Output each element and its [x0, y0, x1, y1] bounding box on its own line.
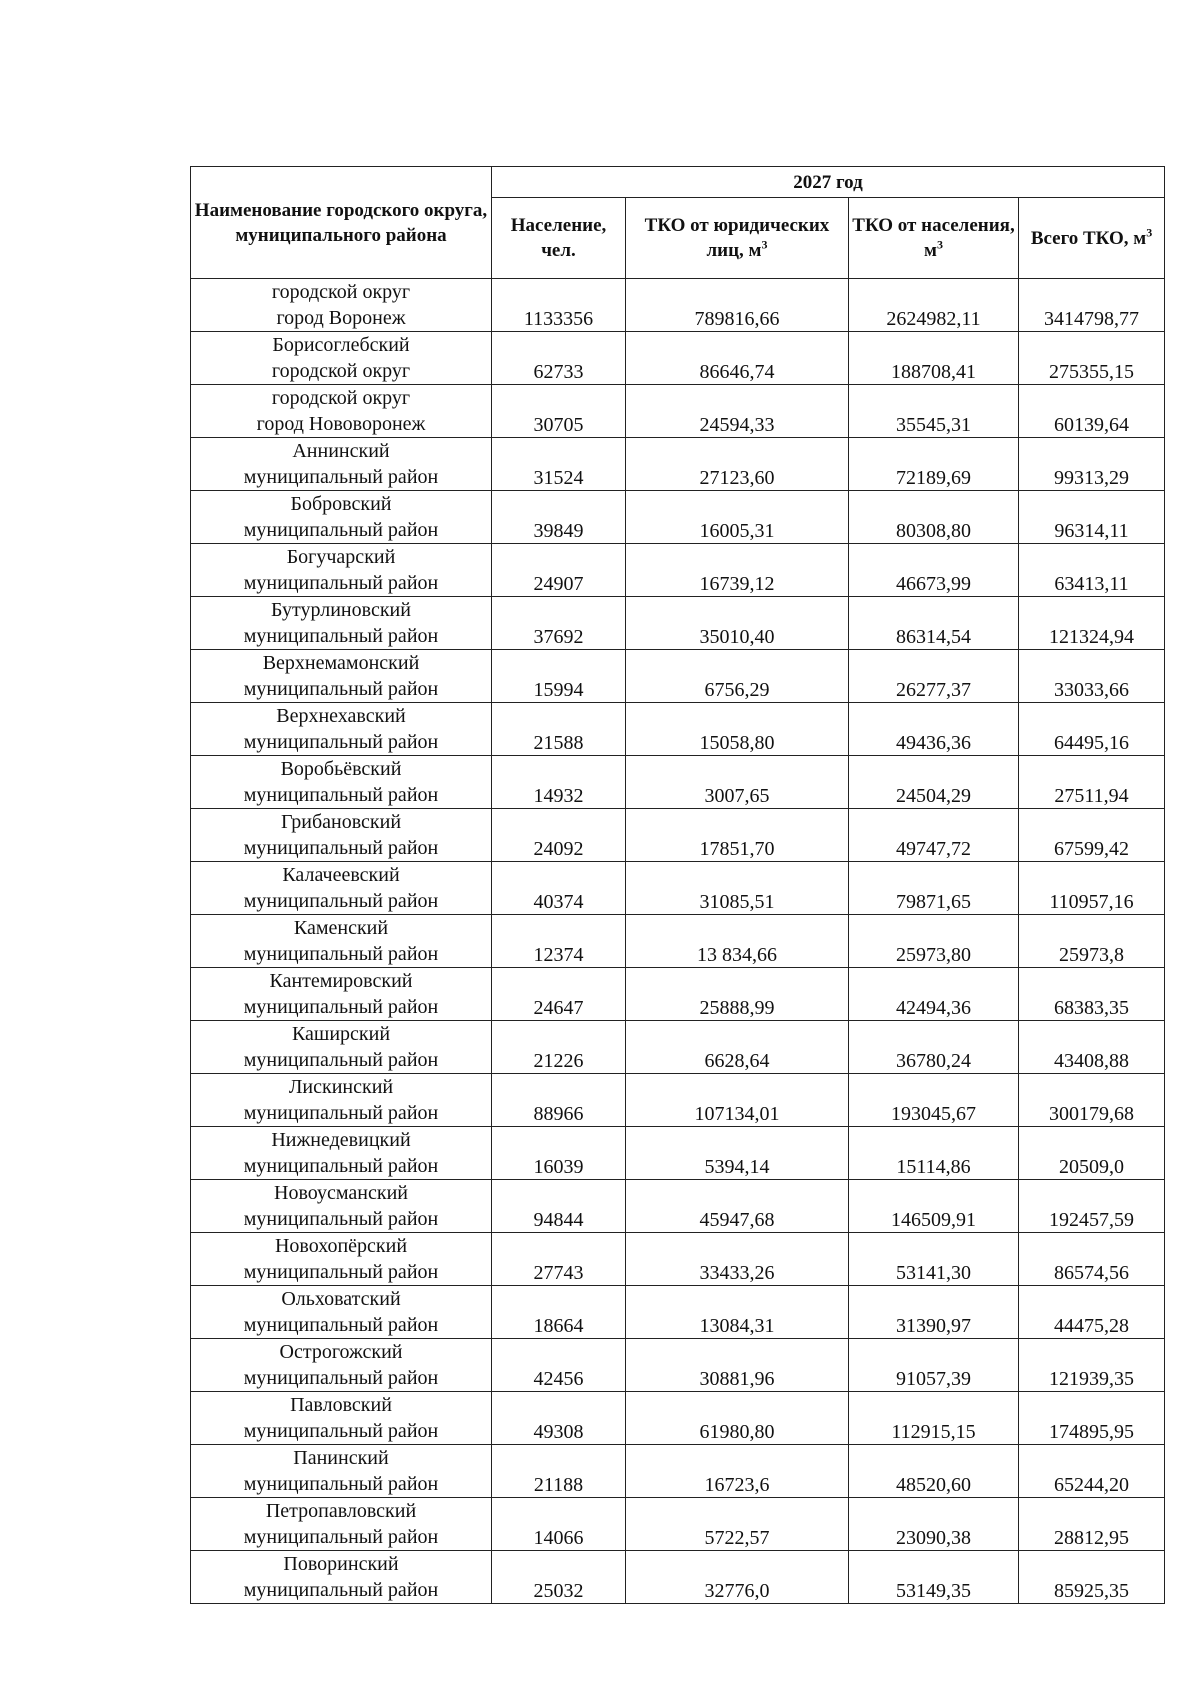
table-row: [191, 597, 1165, 650]
table-row: [191, 1392, 1165, 1445]
district-name-cell: [191, 279, 492, 332]
legal-waste-cell: 24594,33: [626, 385, 849, 438]
population-cell: 39849: [492, 491, 626, 544]
resident-waste-cell: 23090,38: [849, 1498, 1019, 1551]
district-name-line-1: Грибановский: [280, 811, 402, 833]
resident-waste-cell: 24504,29: [849, 756, 1019, 809]
district-name-cell: [191, 1498, 492, 1551]
table-row: [191, 650, 1165, 703]
resident-waste-cell: 46673,99: [849, 544, 1019, 597]
population-cell: 18664: [492, 1286, 626, 1339]
total-waste-cell: 275355,15: [1019, 332, 1165, 385]
total-waste-cell: 99313,29: [1019, 438, 1165, 491]
resident-waste-cell: 53149,35: [849, 1551, 1019, 1604]
total-waste-cell: 60139,64: [1019, 385, 1165, 438]
table-row: [191, 809, 1165, 862]
total-waste-cell: 33033,66: [1019, 650, 1165, 703]
total-waste-cell: 68383,35: [1019, 968, 1165, 1021]
district-name-cell: [191, 809, 492, 862]
table-row: [191, 1074, 1165, 1127]
district-name-cell: [191, 438, 492, 491]
header-resident-waste: [849, 198, 1019, 279]
district-name-line-1: Новоусманский: [274, 1182, 408, 1204]
resident-waste-cell: 91057,39: [849, 1339, 1019, 1392]
table-row: [191, 1180, 1165, 1233]
total-waste-cell: 121939,35: [1019, 1339, 1165, 1392]
resident-waste-cell: 49747,72: [849, 809, 1019, 862]
population-cell: 14932: [492, 756, 626, 809]
population-cell: 21588: [492, 703, 626, 756]
table-row: [191, 1127, 1165, 1180]
legal-waste-cell: 16739,12: [626, 544, 849, 597]
total-waste-cell: 25973,8: [1019, 915, 1165, 968]
district-name-line-2: муниципальный район: [243, 1261, 439, 1283]
population-cell: 94844: [492, 1180, 626, 1233]
district-name-line-2: муниципальный район: [243, 519, 439, 541]
population-cell: 30705: [492, 385, 626, 438]
header-legal-waste: [626, 198, 849, 279]
population-cell: 24907: [492, 544, 626, 597]
district-name-line-2: муниципальный район: [243, 890, 439, 912]
district-name-line-2: муниципальный район: [243, 1208, 439, 1230]
district-name-line-1: Аннинский: [292, 440, 390, 462]
legal-waste-cell: 27123,60: [626, 438, 849, 491]
population-cell: 15994: [492, 650, 626, 703]
total-waste-cell: 28812,95: [1019, 1498, 1165, 1551]
header-name: Наименование городского округа, муниципального района: [191, 167, 492, 279]
population-cell: 16039: [492, 1127, 626, 1180]
total-waste-cell: 43408,88: [1019, 1021, 1165, 1074]
resident-waste-cell: 146509,91: [849, 1180, 1019, 1233]
header-resident-waste-label: ТКО от населения, м: [852, 215, 1015, 261]
district-name-line-1: Павловский: [290, 1394, 392, 1416]
resident-waste-cell: 193045,67: [849, 1074, 1019, 1127]
table-row: [191, 915, 1165, 968]
table-row: [191, 703, 1165, 756]
population-cell: 88966: [492, 1074, 626, 1127]
resident-waste-cell: 72189,69: [849, 438, 1019, 491]
district-name-cell: [191, 597, 492, 650]
population-cell: 40374: [492, 862, 626, 915]
district-name-line-2: муниципальный район: [243, 572, 439, 594]
population-cell: 1133356: [492, 279, 626, 332]
district-name-line-2: город Воронеж: [276, 307, 406, 329]
header-legal-waste-label: ТКО от юридических лиц, м: [644, 215, 830, 261]
header-total-waste: [1019, 198, 1165, 279]
district-name-line-1: Бутурлиновский: [271, 599, 411, 621]
district-name-cell: [191, 332, 492, 385]
legal-waste-cell: 16723,6: [626, 1445, 849, 1498]
resident-waste-cell: 49436,36: [849, 703, 1019, 756]
table-row: [191, 279, 1165, 332]
total-waste-cell: 174895,95: [1019, 1392, 1165, 1445]
total-waste-cell: 96314,11: [1019, 491, 1165, 544]
district-name-line-1: Верхнехавский: [276, 705, 406, 727]
district-name-cell: [191, 862, 492, 915]
total-waste-cell: 85925,35: [1019, 1551, 1165, 1604]
population-cell: 12374: [492, 915, 626, 968]
resident-waste-cell: 79871,65: [849, 862, 1019, 915]
unit-power: 3: [1146, 225, 1153, 240]
resident-waste-cell: 25973,80: [849, 915, 1019, 968]
district-name-line-1: Калачеевский: [282, 864, 400, 886]
district-name-line-2: муниципальный район: [243, 1049, 439, 1071]
table-row: [191, 1021, 1165, 1074]
population-cell: 27743: [492, 1233, 626, 1286]
total-waste-cell: 65244,20: [1019, 1445, 1165, 1498]
table-header: [191, 167, 1165, 279]
district-name-cell: [191, 1233, 492, 1286]
district-name-line-1: Верхнемамонский: [262, 652, 420, 674]
district-name-line-1: Петропавловский: [265, 1500, 417, 1522]
population-cell: 24647: [492, 968, 626, 1021]
table-row: [191, 385, 1165, 438]
total-waste-cell: 86574,56: [1019, 1233, 1165, 1286]
header-row-top: [191, 167, 1165, 198]
district-name-line-1: Борисоглебский: [272, 334, 410, 356]
district-name-line-1: Острогожский: [279, 1341, 403, 1363]
total-waste-cell: 20509,0: [1019, 1127, 1165, 1180]
legal-waste-cell: 45947,68: [626, 1180, 849, 1233]
resident-waste-cell: 2624982,11: [849, 279, 1019, 332]
table-row: [191, 1233, 1165, 1286]
resident-waste-cell: 36780,24: [849, 1021, 1019, 1074]
legal-waste-cell: 5394,14: [626, 1127, 849, 1180]
district-name-cell: [191, 968, 492, 1021]
population-cell: 24092: [492, 809, 626, 862]
population-cell: 21226: [492, 1021, 626, 1074]
resident-waste-cell: 35545,31: [849, 385, 1019, 438]
total-waste-cell: 192457,59: [1019, 1180, 1165, 1233]
resident-waste-cell: 48520,60: [849, 1445, 1019, 1498]
population-cell: 31524: [492, 438, 626, 491]
resident-waste-cell: 31390,97: [849, 1286, 1019, 1339]
district-name-line-1: Нижнедевицкий: [271, 1129, 411, 1151]
header-total-waste-label: Всего ТКО, м: [1030, 227, 1147, 249]
legal-waste-cell: 107134,01: [626, 1074, 849, 1127]
district-name-line-2: муниципальный район: [243, 996, 439, 1018]
population-cell: 37692: [492, 597, 626, 650]
table-row: [191, 544, 1165, 597]
district-name-line-1: Ольховатский: [281, 1288, 401, 1310]
legal-waste-cell: 25888,99: [626, 968, 849, 1021]
legal-waste-cell: 17851,70: [626, 809, 849, 862]
district-name-line-2: муниципальный район: [243, 1473, 439, 1495]
district-name-cell: [191, 1445, 492, 1498]
total-waste-cell: 300179,68: [1019, 1074, 1165, 1127]
district-name-cell: [191, 385, 492, 438]
legal-waste-cell: 61980,80: [626, 1392, 849, 1445]
header-population: Население, чел.: [492, 198, 626, 279]
district-name-cell: [191, 491, 492, 544]
district-name-line-2: муниципальный район: [243, 784, 439, 806]
total-waste-cell: 27511,94: [1019, 756, 1165, 809]
district-name-line-2: муниципальный район: [243, 1420, 439, 1442]
district-name-cell: [191, 1180, 492, 1233]
district-name-line-1: городской округ: [271, 387, 411, 409]
legal-waste-cell: 789816,66: [626, 279, 849, 332]
resident-waste-cell: 42494,36: [849, 968, 1019, 1021]
district-name-line-2: муниципальный район: [243, 625, 439, 647]
total-waste-cell: 67599,42: [1019, 809, 1165, 862]
legal-waste-cell: 35010,40: [626, 597, 849, 650]
district-name-cell: [191, 915, 492, 968]
unit-power: 3: [936, 237, 943, 252]
total-waste-cell: 44475,28: [1019, 1286, 1165, 1339]
district-name-line-2: муниципальный район: [243, 1102, 439, 1124]
legal-waste-cell: 16005,31: [626, 491, 849, 544]
population-cell: 42456: [492, 1339, 626, 1392]
district-name-cell: [191, 650, 492, 703]
table-row: [191, 491, 1165, 544]
legal-waste-cell: 5722,57: [626, 1498, 849, 1551]
district-name-line-2: муниципальный район: [243, 1367, 439, 1389]
table-row: [191, 968, 1165, 1021]
district-name-line-2: муниципальный район: [243, 1314, 439, 1336]
table-row: [191, 438, 1165, 491]
district-name-line-1: городской округ: [271, 281, 411, 303]
district-name-cell: [191, 1339, 492, 1392]
district-name-line-1: Панинский: [293, 1447, 389, 1469]
total-waste-cell: 63413,11: [1019, 544, 1165, 597]
total-waste-cell: 110957,16: [1019, 862, 1165, 915]
total-waste-cell: 3414798,77: [1019, 279, 1165, 332]
resident-waste-cell: 112915,15: [849, 1392, 1019, 1445]
district-name-cell: [191, 544, 492, 597]
district-name-cell: [191, 1551, 492, 1604]
table-row: [191, 1339, 1165, 1392]
total-waste-cell: 121324,94: [1019, 597, 1165, 650]
legal-waste-cell: 33433,26: [626, 1233, 849, 1286]
district-name-cell: [191, 1286, 492, 1339]
legal-waste-cell: 32776,0: [626, 1551, 849, 1604]
district-name-line-2: муниципальный район: [243, 731, 439, 753]
table-row: [191, 332, 1165, 385]
header-year: 2027 год: [492, 167, 1165, 198]
district-name-line-1: Лискинский: [288, 1076, 394, 1098]
population-cell: 21188: [492, 1445, 626, 1498]
resident-waste-cell: 53141,30: [849, 1233, 1019, 1286]
table-row: [191, 1498, 1165, 1551]
population-cell: 49308: [492, 1392, 626, 1445]
legal-waste-cell: 30881,96: [626, 1339, 849, 1392]
population-cell: 14066: [492, 1498, 626, 1551]
district-name-line-2: муниципальный район: [243, 678, 439, 700]
table-row: [191, 862, 1165, 915]
district-name-line-1: Новохопёрский: [274, 1235, 408, 1257]
table-row: [191, 756, 1165, 809]
district-name-cell: [191, 1021, 492, 1074]
district-name-cell: [191, 703, 492, 756]
table-body: [191, 279, 1165, 1604]
total-waste-cell: 64495,16: [1019, 703, 1165, 756]
district-name-line-2: муниципальный район: [243, 466, 439, 488]
legal-waste-cell: 13084,31: [626, 1286, 849, 1339]
district-name-line-1: Поворинский: [283, 1553, 399, 1575]
population-cell: 25032: [492, 1551, 626, 1604]
district-name-line-1: Каширский: [291, 1023, 391, 1045]
table-row: [191, 1286, 1165, 1339]
district-name-line-2: муниципальный район: [243, 1526, 439, 1548]
district-name-line-1: Воробьёвский: [280, 758, 402, 780]
resident-waste-cell: 80308,80: [849, 491, 1019, 544]
district-name-line-1: Каменский: [293, 917, 389, 939]
district-name-line-2: муниципальный район: [243, 837, 439, 859]
waste-data-table: [190, 166, 1165, 1604]
legal-waste-cell: 31085,51: [626, 862, 849, 915]
district-name-line-2: муниципальный район: [243, 1579, 439, 1601]
district-name-line-2: городской округ: [271, 360, 411, 382]
district-name-line-1: Богучарский: [286, 546, 396, 568]
legal-waste-cell: 6628,64: [626, 1021, 849, 1074]
district-name-line-2: город Нововоронеж: [256, 413, 426, 435]
unit-power: 3: [761, 237, 768, 252]
district-name-cell: [191, 1392, 492, 1445]
district-name-line-1: Бобровский: [290, 493, 392, 515]
district-name-cell: [191, 1074, 492, 1127]
district-name-line-2: муниципальный район: [243, 1155, 439, 1177]
legal-waste-cell: 86646,74: [626, 332, 849, 385]
district-name-cell: [191, 756, 492, 809]
district-name-line-1: Кантемировский: [269, 970, 413, 992]
legal-waste-cell: 13 834,66: [626, 915, 849, 968]
district-name-cell: [191, 1127, 492, 1180]
district-name-line-2: муниципальный район: [243, 943, 439, 965]
table-row: [191, 1551, 1165, 1604]
legal-waste-cell: 6756,29: [626, 650, 849, 703]
table-row: [191, 1445, 1165, 1498]
resident-waste-cell: 15114,86: [849, 1127, 1019, 1180]
resident-waste-cell: 86314,54: [849, 597, 1019, 650]
legal-waste-cell: 3007,65: [626, 756, 849, 809]
legal-waste-cell: 15058,80: [626, 703, 849, 756]
resident-waste-cell: 188708,41: [849, 332, 1019, 385]
population-cell: 62733: [492, 332, 626, 385]
resident-waste-cell: 26277,37: [849, 650, 1019, 703]
